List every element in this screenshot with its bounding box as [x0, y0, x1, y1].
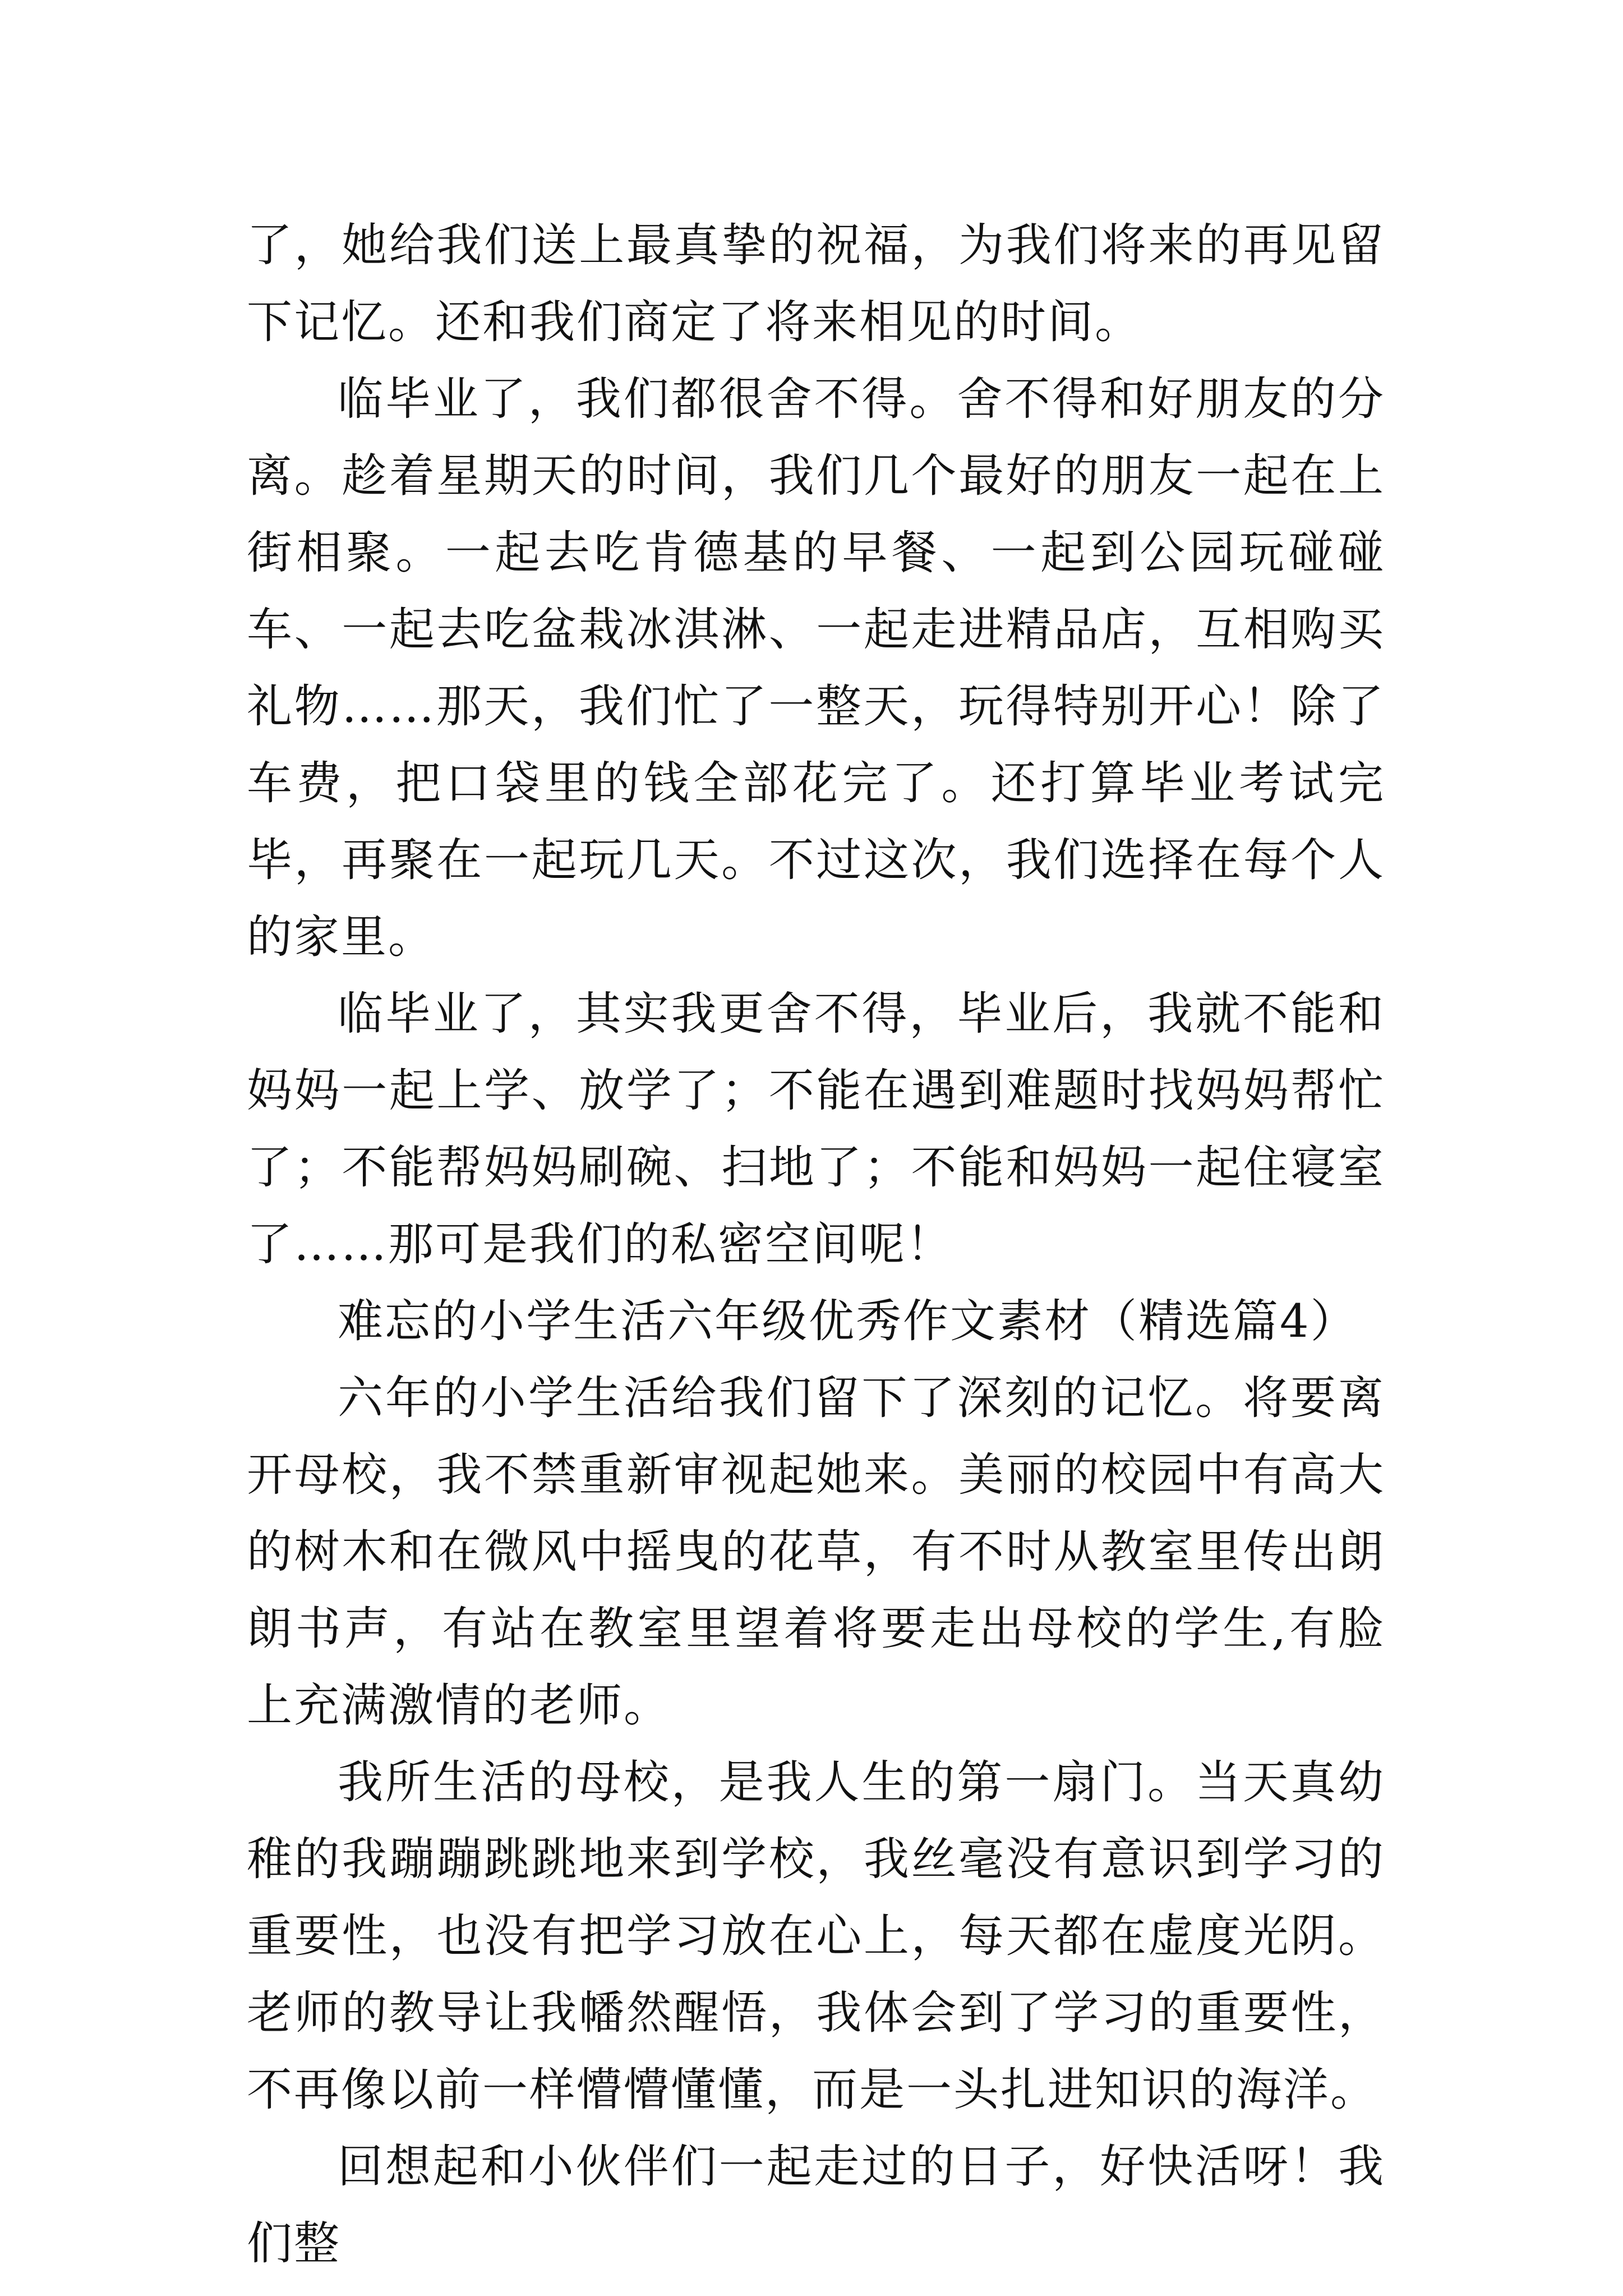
paragraph-continuation: 了，她给我们送上最真挚的祝福，为我们将来的再见留下记忆。还和我们商定了将来相见的时间。 [247, 219, 1385, 349]
paragraph-recollection: 回想起和小伙伴们一起走过的日子，好快活呀！我们整 [247, 2141, 1385, 2270]
paragraph-school-memories: 六年的小学生活给我们留下了深刻的记忆。将要离开母校，我不禁重新审视起她来。美丽的校园中有高大的树木和在微风中摇曳的花草，有不时从教室里传出朗朗书声，有站在教室里望着将要走出母校的学生,有脸上充满激情的老师。 [247, 1372, 1385, 1732]
body-text [247, 208, 1385, 2283]
paragraph-farewell-mother: 临毕业了，其实我更舍不得，毕业后，我就不能和妈妈一起上学、放学了；不能在遇到难题时找妈妈帮忙了；不能帮妈妈刷碗、扫地了；不能和妈妈一起住寝室了……那可是我们的私密空间呢！ [247, 988, 1385, 1271]
paragraph-first-door: 我所生活的母校，是我人生的第一扇门。当天真幼稚的我蹦蹦跳跳地来到学校，我丝毫没有意识到学习的重要性，也没有把学习放在心上，每天都在虚度光阴。老师的教导让我幡然醒悟，我体会到了学习的重要性，不再像以前一样懵懵懂懂，而是一头扎进知识的海洋。 [247, 1756, 1385, 2116]
section-heading: 难忘的小学生活六年级优秀作文素材（精选篇4） [338, 1295, 1358, 1348]
paragraph-farewell-friends: 临毕业了，我们都很舍不得。舍不得和好朋友的分离。趁着星期天的时间，我们几个最好的朋友一起在上街相聚。一起去吃肯德基的早餐、一起到公园玩碰碰车、一起去吃盆栽冰淇淋、一起走进精品店，互相购买礼物……那天，我们忙了一整天，玩得特别开心！除了车费，把口袋里的钱全部花完了。还打算毕业考试完毕，再聚在一起玩几天。不过这次，我们选择在每个人的家里。 [247, 373, 1385, 964]
